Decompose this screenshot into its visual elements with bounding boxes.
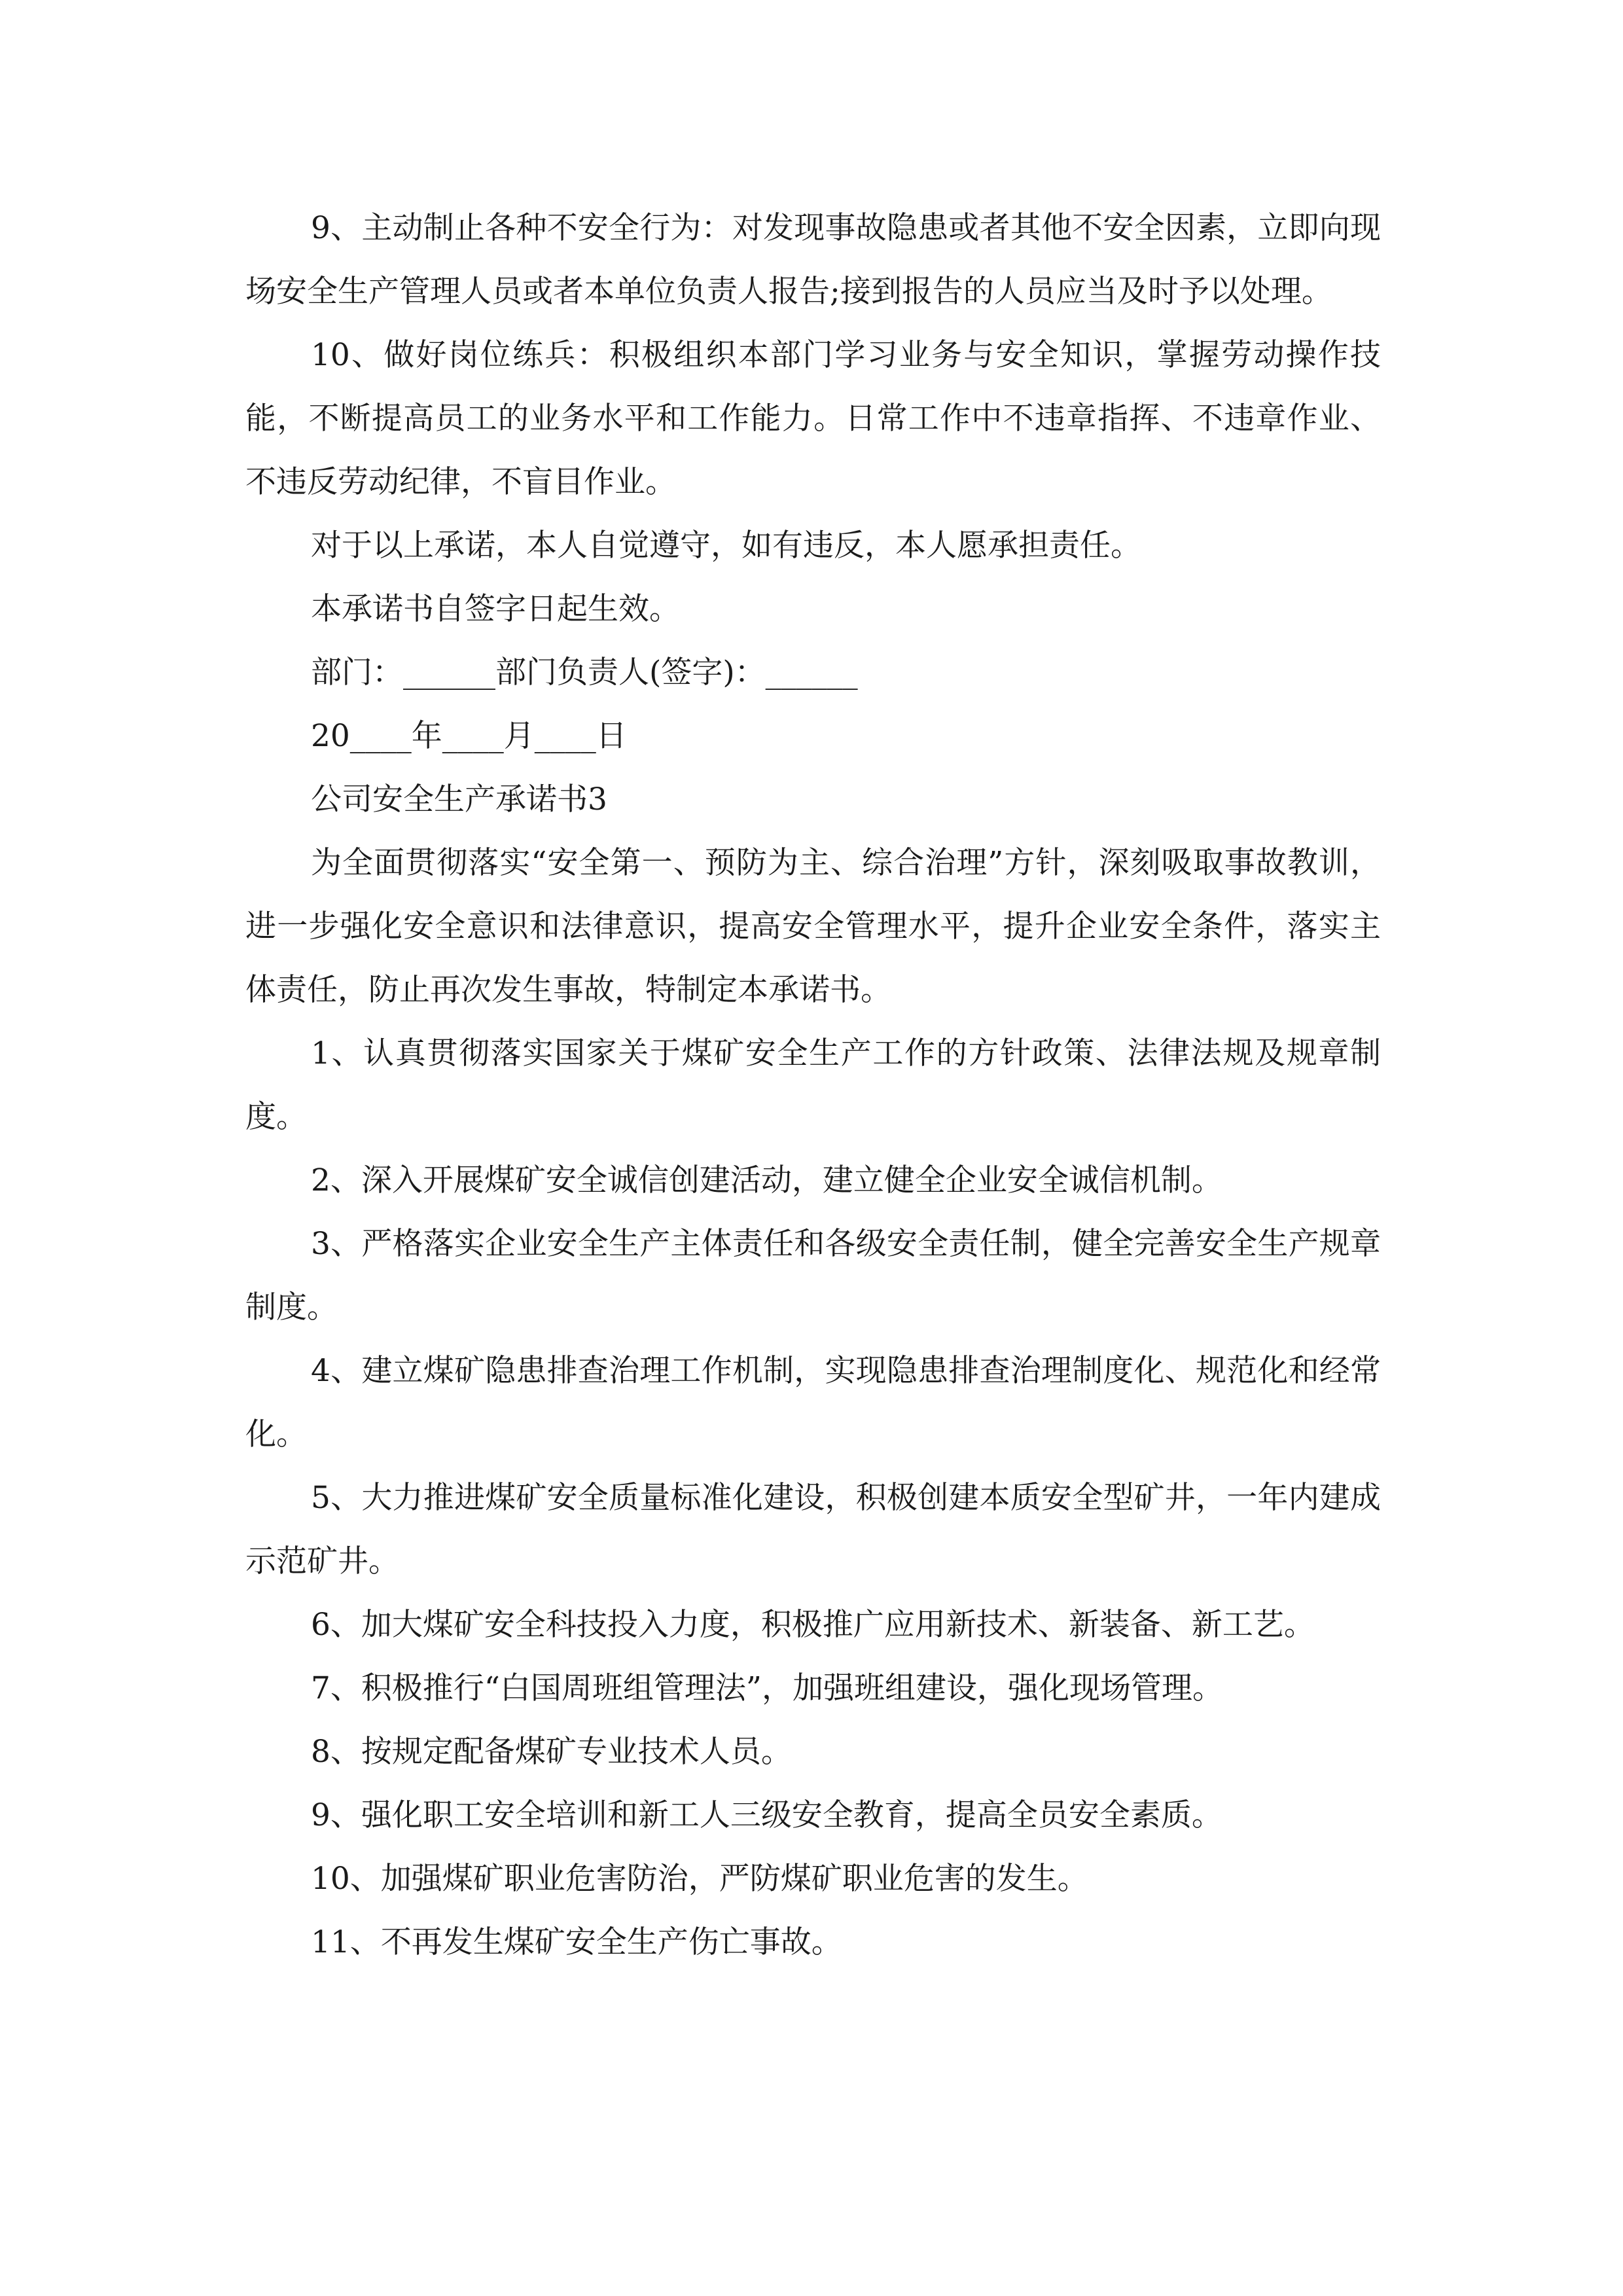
signature-line: 部门：______部门负责人(签字)：______ (311, 655, 858, 691)
paragraph-commitment-statement: 对于以上承诺，本人自觉遵守，如有违反，本人愿承担责任。 (311, 528, 1141, 564)
paragraph-item-9-stop-unsafe-behavior: 9、主动制止各种不安全行为：对发现事故隐患或者其他不安全因素，立即向现场安全生产管理人员或者本单位负责人报告;接到报告的人员应当及时予以处理。 (245, 210, 1381, 310)
list-item: 4、建立煤矿隐患排查治理工作机制，实现隐患排查治理制度化、规范化和经常化。 (245, 1353, 1381, 1452)
list-item: 8、按规定配备煤矿专业技术人员。 (311, 1734, 792, 1770)
paragraph-effective-date: 本承诺书自签字日起生效。 (311, 591, 680, 627)
list-item: 3、严格落实企业安全生产主体责任和各级安全责任制，健全完善安全生产规章制度。 (245, 1226, 1381, 1325)
list-item: 10、加强煤矿职业危害防治，严防煤矿职业危害的发生。 (311, 1861, 1088, 1897)
paragraph-intro: 为全面贯彻落实“安全第一、预防为主、综合治理”方针，深刻吸取事故教训，进一步强化安全意识和法律意识，提高安全管理水平，提升企业安全条件，落实主体责任，防止再次发生事故，特制定本承诺书。 (245, 845, 1381, 1008)
section-heading: 公司安全生产承诺书3 (311, 781, 607, 817)
list-item: 6、加大煤矿安全科技投入力度，积极推广应用新技术、新装备、新工艺。 (311, 1607, 1315, 1643)
list-item: 9、强化职工安全培训和新工人三级安全教育，提高全员安全素质。 (311, 1797, 1222, 1833)
list-item: 1、认真贯彻落实国家关于煤矿安全生产工作的方针政策、法律法规及规章制度。 (245, 1035, 1381, 1135)
list-item: 11、不再发生煤矿安全生产伤亡事故。 (311, 1924, 842, 1960)
paragraph-item-10-job-training: 10、做好岗位练兵：积极组织本部门学习业务与安全知识，掌握劳动操作技能，不断提高员工的业务水平和工作能力。日常工作中不违章指挥、不违章作业、不违反劳动纪律，不盲目作业。 (245, 337, 1381, 500)
document-body (245, 196, 1381, 1974)
list-item: 2、深入开展煤矿安全诚信创建活动，建立健全企业安全诚信机制。 (311, 1162, 1222, 1198)
date-line: 20____年____月____日 (311, 718, 627, 754)
list-item: 5、大力推进煤矿安全质量标准化建设，积极创建本质安全型矿井，一年内建成示范矿井。 (245, 1480, 1381, 1579)
list-item: 7、积极推行“白国周班组管理法”，加强班组建设，强化现场管理。 (311, 1670, 1223, 1706)
